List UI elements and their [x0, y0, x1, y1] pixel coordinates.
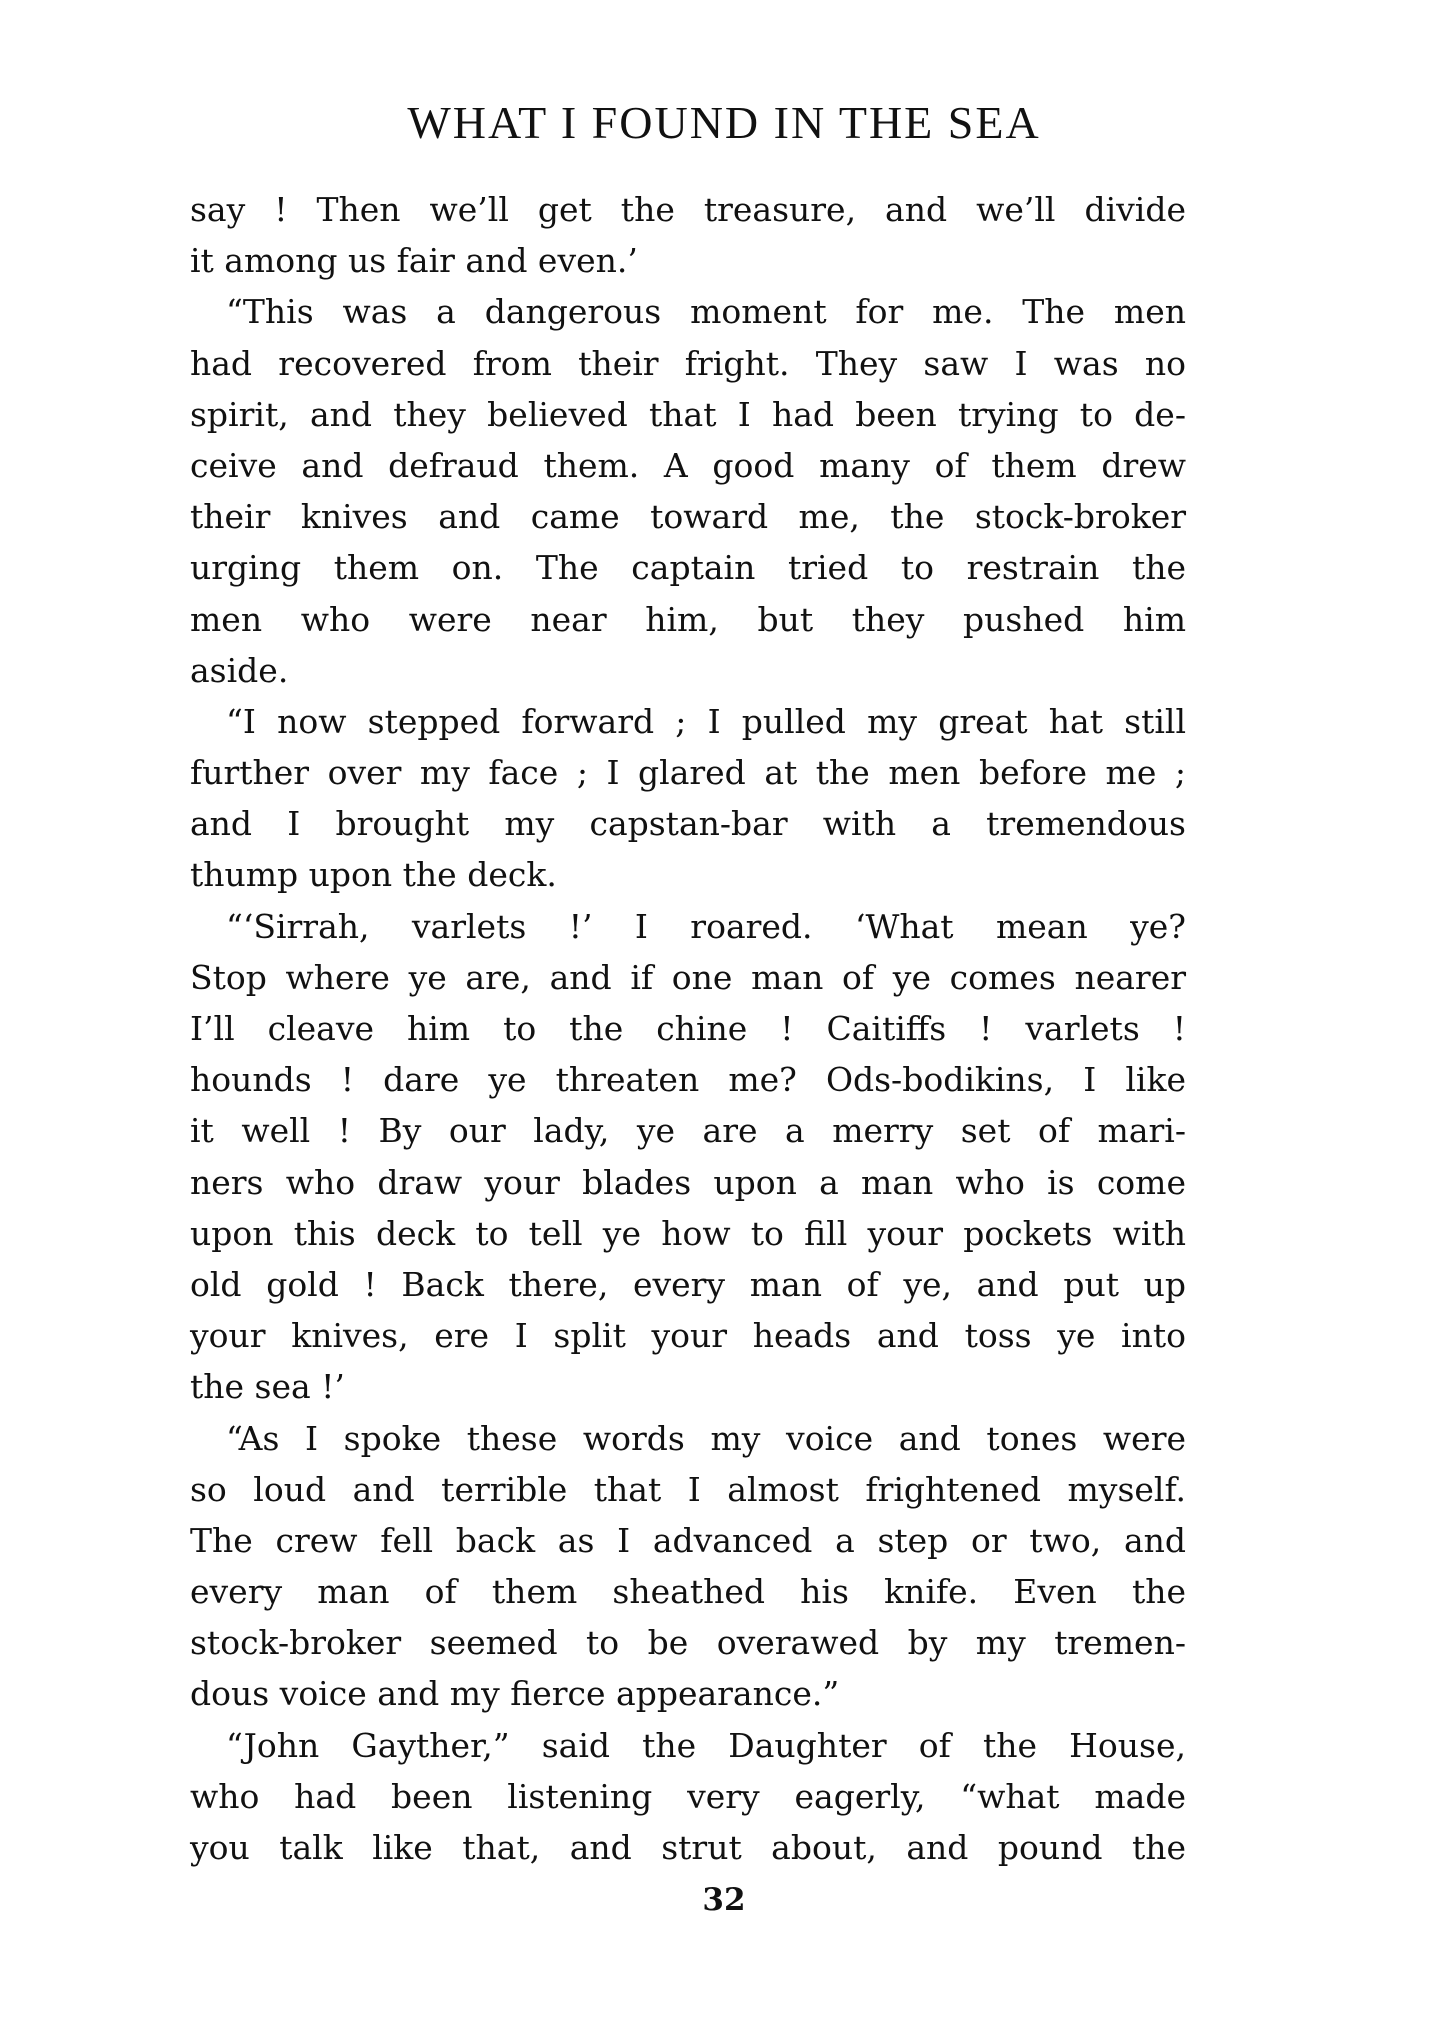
text-line: every man of them sheathed his knife. Even the [190, 1572, 1186, 1612]
text-line: “‘Sirrah, varlets !’ I roared. ‘What mean ye? [226, 906, 1186, 946]
text-line: hounds ! dare ye threaten me? Ods-bodikins, I like [190, 1060, 1186, 1100]
text-line: dous voice and my fierce appearance.” [190, 1674, 840, 1714]
text-line: I’ll cleave him to the chine ! Caitiffs ! varlets ! [190, 1009, 1186, 1048]
text-line: men who were near him, but they pushed him [190, 599, 1186, 639]
text-line: “As I spoke these words my voice and tones were [226, 1418, 1186, 1458]
text-line: ceive and defraud them. A good many of them drew [190, 445, 1186, 485]
text-line: old gold ! Back there, every man of ye, and put up [190, 1264, 1186, 1304]
text-line: your knives, ere I split your heads and toss ye into [190, 1316, 1186, 1356]
text-line: spirit, and they believed that I had been trying to de- [190, 394, 1186, 434]
text-line: it among us fair and even.’ [190, 241, 638, 281]
text-line: “John Gayther,” said the Daughter of the House, [226, 1725, 1186, 1765]
text-line: ners who draw your blades upon a man who is come [190, 1162, 1186, 1202]
text-line: the sea !’ [190, 1367, 345, 1407]
text-line: had recovered from their fright. They saw I was no [190, 343, 1186, 383]
page-number: 32 [702, 1882, 746, 1918]
text-line: “This was a dangerous moment for me. The men [226, 292, 1186, 332]
running-header: WHAT I FOUND IN THE SEA [407, 97, 1041, 148]
text-line: who had been listening very eagerly, “what made [190, 1776, 1186, 1816]
text-line: Stop where ye are, and if one man of ye comes nearer [190, 957, 1186, 997]
text-line: urging them on. The captain tried to restrain the [190, 548, 1186, 588]
text-line: The crew fell back as I advanced a step or two, and [190, 1520, 1186, 1560]
text-line: and I brought my capstan-bar with a tremendous [190, 804, 1186, 844]
text-line: say ! Then we’ll get the treasure, and we’ll divide [190, 190, 1186, 229]
text-line: further over my face ; I glared at the men before me ; [190, 753, 1186, 793]
text-line: it well ! By our lady, ye are a merry set of mari- [190, 1111, 1186, 1151]
text-line: thump upon the deck. [190, 855, 557, 895]
text-line: you talk like that, and strut about, and pound the [190, 1828, 1186, 1867]
text-line: upon this deck to tell ye how to fill your pockets with [190, 1213, 1186, 1253]
body-text [190, 184, 1186, 1873]
text-line: aside. [190, 650, 289, 690]
text-line: so loud and terrible that I almost frightened myself. [190, 1469, 1186, 1509]
text-line: their knives and came toward me, the stock-broker [190, 497, 1186, 537]
text-line: stock-broker seemed to be overawed by my tremen- [190, 1623, 1186, 1663]
text-line: “I now stepped forward ; I pulled my great hat still [226, 701, 1186, 741]
